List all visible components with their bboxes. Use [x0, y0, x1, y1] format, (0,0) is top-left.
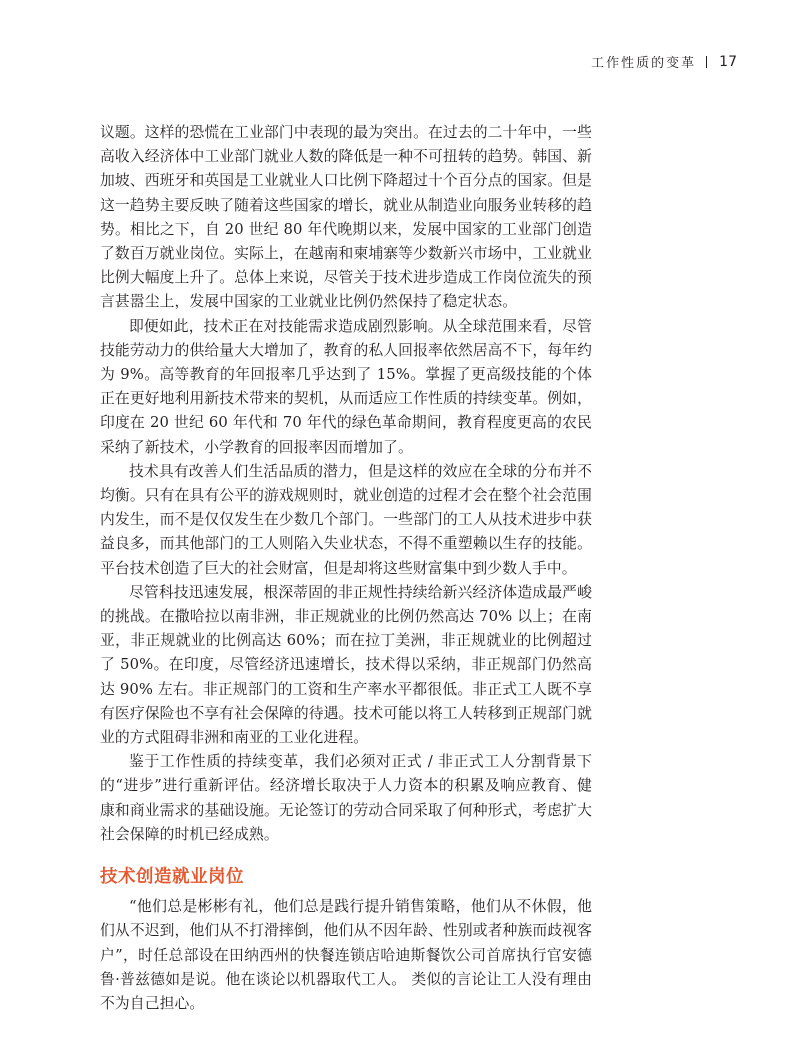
page-number: 17 — [719, 53, 737, 70]
section-heading: 技术创造就业岗位 — [100, 867, 244, 888]
section-paragraph: “他们总是彬彬有礼，他们总是践行提升销售策略，他们从不休假，他们从不迟到，他们从不打滑摔倒，他们从不因年龄、性别或者种族而歧视客户”，时任总部设在田纳西州的快餐连锁店哈迪斯餐饮公司首席执行官安德鲁·普兹德如是说。他在谈论以机器取代工人。 类似的言论让工人没有理由不为自己担心。 — [100, 898, 592, 1012]
body-paragraph: 技术具有改善人们生活品质的潜力，但是这样的效应在全球的分布并不均衡。只有在具有公平的游戏规则时，就业创造的过程才会在整个社会范围内发生，而不是仅仅发生在少数几个部门。一些部门的工人从技术进步中获益良多，而其他部门的工人则陷入失业状态，不得不重塑赖以生存的技能。平台技术创造了巨大的社会财富，但是却将这些财富集中到少数人手中。 — [100, 462, 592, 577]
body-paragraph: 鉴于工作性质的持续变革，我们必须对正式 / 非正式工人分割背景下的“进步”进行重新评估。经济增长取决于人力资本的积累及响应教育、健康和商业需求的基础设施。无论签订的劳动合同采取了何种形式，考虑扩大社会保障的时机已经成熟。 — [100, 753, 592, 843]
page-body — [100, 121, 592, 1016]
body-paragraph: 即便如此，技术正在对技能需求造成剧烈影响。从全球范围来看，尽管技能劳动力的供给量大大增加了，教育的私人回报率依然居高不下，每年约为 9%。高等教育的年回报率几乎达到了 15%。掌握了更高级技能的个体正在更好地利用新技术带来的契机，从而适应工作性质的持续变革。例如，印度在 20 世纪 60 年代和 70 年代的绿色革命期间，教育程度更高的农民采纳了新技术，小学教育的回报率因而增加了。 — [100, 317, 592, 456]
body-paragraph: 尽管科技迅速发展，根深蒂固的非正规性持续给新兴经济体造成最严峻的挑战。在撒哈拉以南非洲，非正规就业的比例仍然高达 70% 以上；在南亚，非正规就业的比例高达 60%；而在拉丁美洲，非正规就业的比例超过了 50%。在印度，尽管经济迅速增长，技术得以采纳，非正规部门仍然高达 90% 左右。非正规部门的工资和生产率水平都很低。非正式工人既不享有医疗保险也不享有社会保障的待遇。技术可能以将工人转移到正规部门就业的方式阻碍非洲和南亚的工业化进程。 — [100, 583, 592, 747]
running-header — [591, 52, 737, 71]
chapter-title: 工作性质的变革 — [591, 56, 697, 71]
header-separator — [706, 56, 707, 68]
body-paragraph: 议题。这样的恐慌在工业部门中表现的最为突出。在过去的二十年中，一些高收入经济体中工业部门就业人数的降低是一种不可扭转的趋势。韩国、新加坡、西班牙和英国是工业就业人口比例下降超过十个百分点的国家。但是这一趋势主要反映了随着这些国家的增长，就业从制造业向服务业转移的趋势。相比之下，自 20 世纪 80 年代晚期以来，发展中国家的工业部门创造了数百万就业岗位。实际上，在越南和柬埔寨等少数新兴市场中，工业就业比例大幅度上升了。总体上来说，尽管关于技术进步造成工作岗位流失的预言甚嚣尘上，发展中国家的工业就业比例仍然保持了稳定状态。 — [100, 124, 592, 311]
